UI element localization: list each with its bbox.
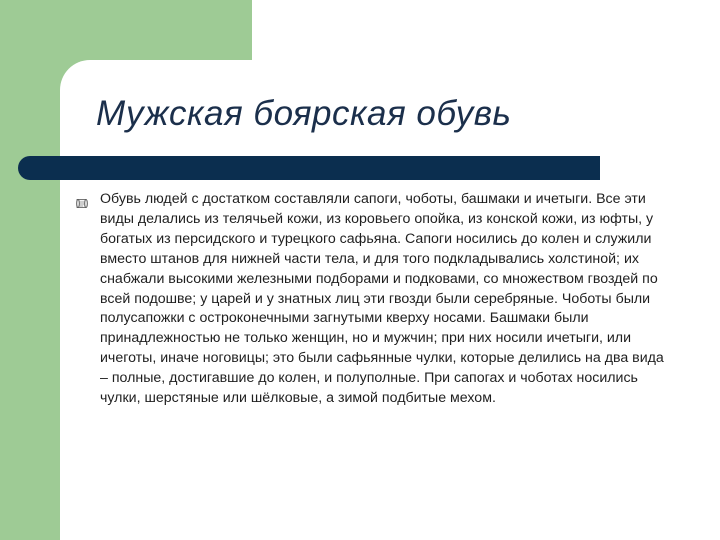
scroll-bullet-icon: [76, 196, 88, 207]
title-underline-bar: [18, 156, 600, 180]
body-paragraph: Обувь людей с достатком составляли сапоги, чоботы, башмаки и ичетыги. Все эти виды делались из телячьей кожи, из коровьего опойка, из конской кожи, из юфты, у богатых из персидского и турецкого сафьяна. Сапоги носились до колен и служили вместо штанов для нижней части тела, и для того подкладывались холстиной; их снабжали высокими железными подборами и подковами, со множеством гвоздей по всей подошве; у царей и у знатных лиц эти гвозди были серебряные. Чоботы были полусапожки с остроконечными загнутыми кверху носами. Башмаки были принадлежностью не только женщин, но и мужчин; при них носили ичетыги, или ичеготы, иначе ноговицы; это были сафьянные чулки, которые делились на два вида – полные, достигавшие до колен, и полуполные. При сапогах и чоботах носились чулки, шерстяные или шёлковые, а зимой подбитые мехом.: [100, 191, 664, 407]
decor-green-left: [0, 0, 60, 540]
slide-title: Мужская боярская обувь: [96, 94, 512, 133]
